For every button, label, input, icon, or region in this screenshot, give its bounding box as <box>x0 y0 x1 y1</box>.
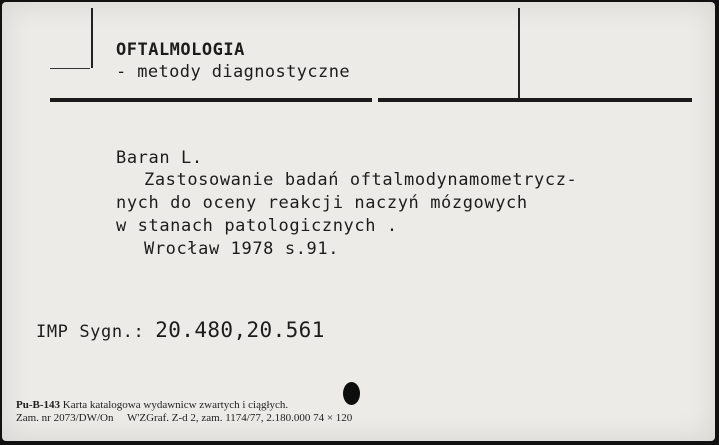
catalog-card <box>2 2 715 441</box>
header-short-rule <box>50 68 90 69</box>
subject-subheading: - metody diagnostyczne <box>116 62 350 82</box>
publication-info: Wrocław 1978 s.91. <box>144 239 340 259</box>
header-rule <box>50 98 692 102</box>
subject-heading: OFTALMOLOGIA <box>116 40 245 60</box>
printer-info: W'ZGraf. Z-d 2, zam. 1174/77, 2.180.000 74 × 120 <box>127 412 353 424</box>
header-right-divider <box>518 8 520 100</box>
call-number-value: 20.480,20.561 <box>155 318 325 342</box>
footer-line-1 <box>16 399 288 411</box>
title-line-1: Zastosowanie badań oftalmodynamometrycz- <box>144 170 578 190</box>
footer-line-2 <box>16 412 352 424</box>
title-line-2: nych do oceny reakcji naczyń mózgowych <box>116 193 528 213</box>
punch-hole <box>343 382 360 405</box>
form-description: Karta katalogowa wydawnicw zwartych i ciągłych. <box>62 399 289 411</box>
header-left-divider <box>91 8 93 68</box>
call-number <box>36 318 325 342</box>
order-number: Zam. nr 2073/DW/On <box>16 412 114 424</box>
call-number-label: IMP Sygn.: <box>36 322 145 342</box>
form-code: Pu-B-143 <box>16 399 60 411</box>
author-name: Baran L. <box>116 148 203 168</box>
title-line-3: w stanach patologicznych . <box>116 216 398 236</box>
